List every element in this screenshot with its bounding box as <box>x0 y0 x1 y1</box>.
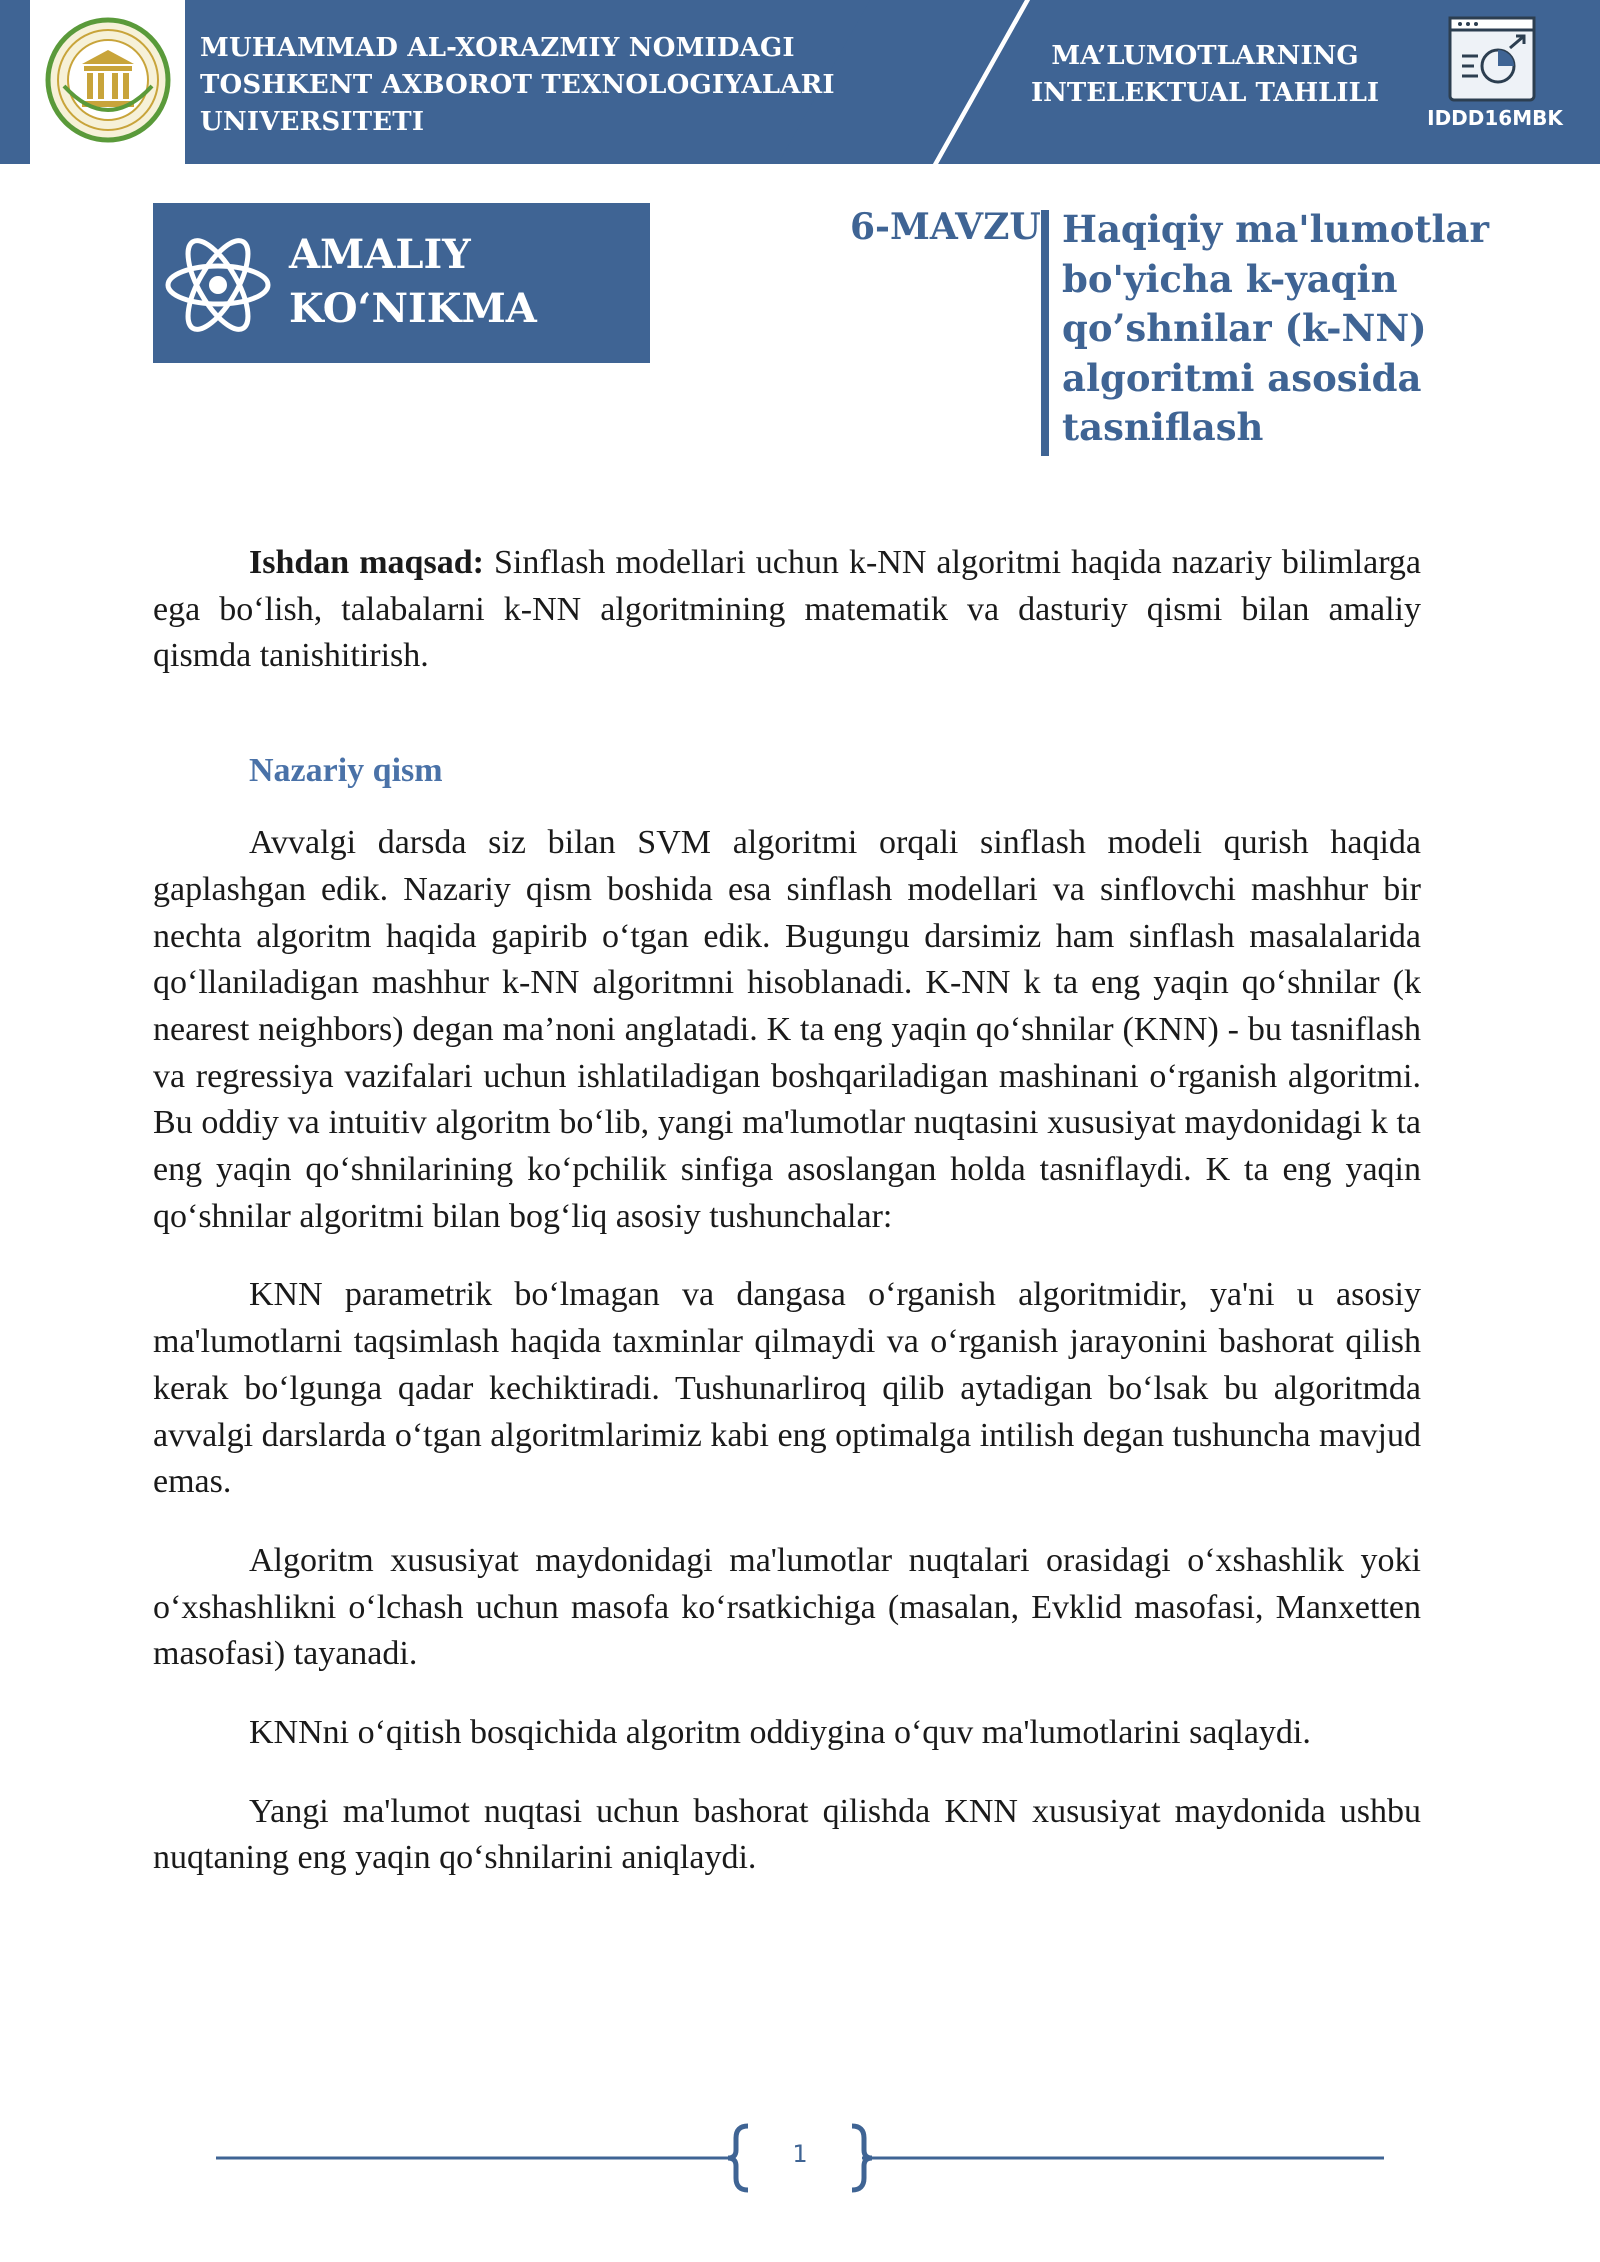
goal-paragraph <box>153 540 1421 680</box>
body-paragraph-5: Yangi ma'lumot nuqtasi uchun bashorat qilishda KNN xususiyat maydonida ushbu nuqtaning eng yaqin qo‘shnilarini aniqlaydi. <box>153 1792 1421 1877</box>
section-heading: Nazariy qism <box>249 752 443 790</box>
university-emblem-icon <box>44 16 172 144</box>
course-name-line-2: INTELEKTUAL TAHLILI <box>1030 78 1380 108</box>
university-name-line-1: MUHAMMAD AL-XORAZMIY NOMIDAGI <box>200 33 795 63</box>
topic-title-line-2: bo'yicha k-yaqin <box>1062 256 1398 301</box>
atom-icon <box>163 233 273 337</box>
university-name-line-3: UNIVERSITETI <box>200 107 425 137</box>
course-name <box>1010 38 1400 112</box>
course-code: IDDD16MBK <box>1427 106 1563 130</box>
page-header <box>0 0 1600 164</box>
goal-label: Ishdan maqsad: <box>249 544 484 581</box>
analytics-dashboard-icon <box>1448 16 1536 102</box>
goal-text: Sinflash modellari uchun k-NN algoritmi haqida nazariy bilimlarga ega bo‘lish, talabalarni k-NN algoritmining matematik va dasturiy qismi bilan amaliy qismda tanishitirish. <box>153 544 1421 675</box>
topic-title-line-1: Haqiqiy ma'lumotlar <box>1062 207 1490 251</box>
university-logo <box>30 0 185 164</box>
practical-skill-label <box>289 228 537 336</box>
body-paragraph-3: Algoritm xususiyat maydonidagi ma'lumotlar nuqtalari orasidagi o‘xshashlik yoki o‘xshashlikni o‘lchash uchun masofa ko‘rsatkichiga (masalan, Evklid masofasi, Manxetten masofasi) tayanadi. <box>153 1541 1421 1673</box>
university-name-line-2: TOSHKENT AXBOROT TEXNOLOGIYALARI <box>200 70 835 100</box>
topic-number: 6-MAVZU <box>850 206 1041 248</box>
practical-skill-badge <box>153 203 650 363</box>
topic-title-line-3: qo’shnilar (k-NN) <box>1062 306 1427 350</box>
document-body <box>153 540 1421 1882</box>
topic-title-line-4: algoritmi asosida <box>1062 355 1422 400</box>
body-paragraph-1: Avvalgi darsda siz bilan SVM algoritmi orqali sinflash modeli qurish haqida gaplashgan edik. Nazariy qism boshida esa sinflash modellari va sinflovchi mashhur bir nechta algoritm haqida gapirib o‘tgan edik. Bugungu darsimiz ham sinflash masalalarida qo‘llaniladigan mashhur k-NN algoritmni hisoblanadi. K-NN k ta eng yaqin qo‘shnilar (k nearest neighbors) degan ma’noni anglatadi. K ta eng yaqin qo‘shnilar (KNN) - bu tasniflash va regressiya vazifalari uchun ishlatiladigan boshqariladigan mashinani o‘rganish algoritmi. Bu oddiy va intuitiv algoritm bo‘lib, yangi ma'lumotlar nuqtasini xususiyat maydonidagi k ta eng yaqin qo‘shnilarining ko‘pchilik sinfiga asoslangan holda tasniflaydi. K ta eng yaqin qo‘shnilar algoritmi bilan bog‘liq asosiy tushunchalar: <box>153 824 1421 1235</box>
university-name <box>200 30 840 141</box>
page-number: 1 <box>792 2140 808 2168</box>
page-footer <box>0 2120 1600 2200</box>
topic-title-line-5: tasniflash <box>1062 405 1264 449</box>
topic-title <box>1062 205 1490 453</box>
course-name-line-1: MA’LUMOTLARNING <box>1051 41 1359 71</box>
skill-line-2: KO‘NIKMA <box>289 285 537 332</box>
topic-divider <box>1041 210 1049 456</box>
body-paragraph-4: KNNni o‘qitish bosqichida algoritm oddiygina o‘quv ma'lumotlarini saqlaydi. <box>249 1714 1311 1752</box>
skill-line-1: AMALIY <box>289 231 471 278</box>
body-paragraph-2: KNN parametrik bo‘lmagan va dangasa o‘rganish algoritmidir, ya'ni u asosiy ma'lumotlarni taqsimlash haqida taxminlar qilmaydi va o‘rganish jarayonini bashorat qilish kerak bo‘lgunga qadar kechiktiradi. Tushunarliroq qilib aytadigan bo‘lsak bu algoritmda avvalgi darslarda o‘tgan algoritmlarimiz kabi eng optimalga intilish degan tushuncha mavjud emas. <box>153 1276 1421 1501</box>
